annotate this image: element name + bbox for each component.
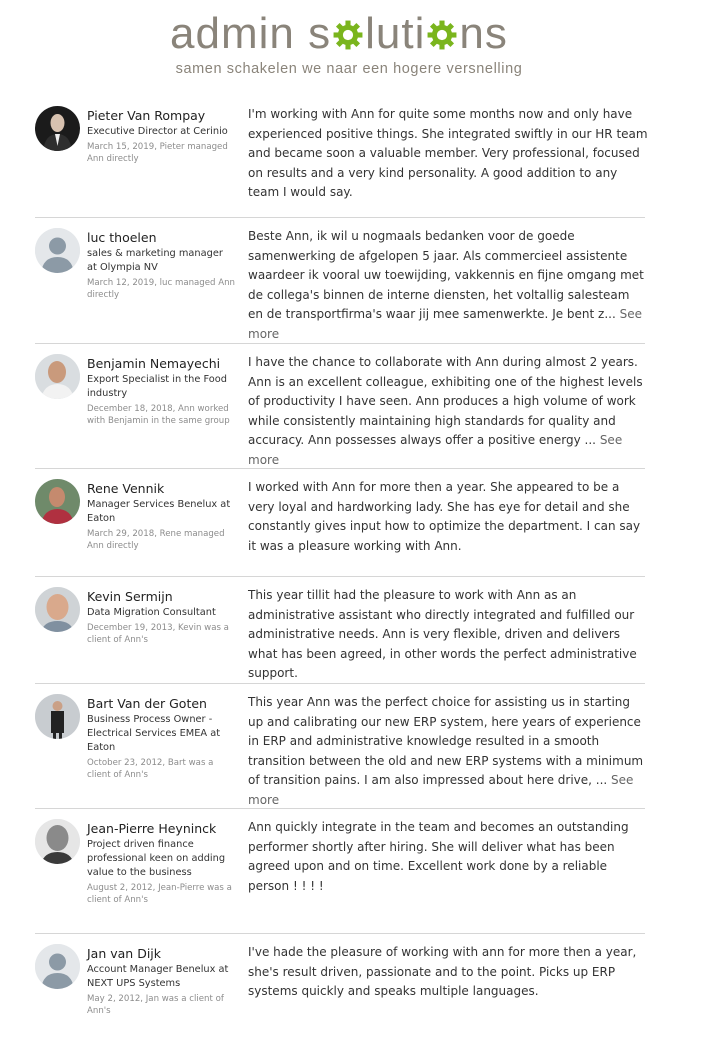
recommendation-item	[35, 809, 645, 934]
recommender-name[interactable]: Benjamin Nemayechi	[87, 356, 221, 371]
recommendation-item	[35, 934, 645, 1024]
recommendation-date: December 18, 2018, Ann worked with Benjamin in the same group	[87, 404, 230, 426]
recommendation-date: December 19, 2013, Kevin was a client of Ann's	[87, 623, 229, 645]
recommender-info	[87, 588, 235, 646]
recommendation-date: October 23, 2012, Bart was a client of Ann's	[87, 758, 214, 780]
recommender-title: Export Specialist in the Food industry	[87, 374, 227, 399]
recommender-name[interactable]: Rene Vennik	[87, 481, 165, 496]
recommendation-text	[248, 818, 648, 896]
recommender-title: Business Process Owner - Electrical Services EMEA at Eaton	[87, 714, 221, 753]
recommendation-date: March 15, 2019, Pieter managed Ann directly	[87, 142, 228, 164]
recommendation-text	[248, 353, 648, 471]
recommender-name[interactable]: Bart Van der Goten	[87, 696, 207, 711]
recommendation-date: August 2, 2012, Jean-Pierre was a client of Ann's	[87, 883, 232, 905]
logo	[170, 6, 508, 62]
recommender-name[interactable]: Jean-Pierre Heyninck	[87, 821, 217, 836]
recommender-title: sales & marketing manager at Olympia NV	[87, 248, 223, 273]
recommendation-body: I worked with Ann for more then a year. She appeared to be a very loyal and hardworking lady. She has eye for detail and she constantly gives input how to optimize the department. I can say it was a pleasure working with Ann.	[248, 480, 641, 553]
recommender-info	[87, 480, 235, 552]
recommendation-item	[35, 218, 645, 344]
recommender-title: Manager Services Benelux at Eaton	[87, 499, 231, 524]
avatar[interactable]	[35, 694, 80, 739]
recommender-name[interactable]: Kevin Sermijn	[87, 589, 173, 604]
avatar[interactable]	[35, 228, 80, 273]
avatar-image	[35, 587, 80, 632]
avatar-image	[35, 944, 80, 989]
see-more-link[interactable]: See more	[248, 307, 643, 341]
recommender-info	[87, 229, 235, 301]
avatar[interactable]	[35, 944, 80, 989]
recommendation-text	[248, 227, 648, 345]
logo-text-1: admin s	[170, 9, 332, 58]
recommendation-date: March 29, 2018, Rene managed Ann directly	[87, 529, 225, 551]
recommender-title: Executive Director at Cerinio	[87, 126, 228, 137]
tagline: samen schakelen we naar een hogere versnelling	[175, 61, 523, 77]
avatar-image	[35, 694, 80, 739]
recommender-info	[87, 695, 235, 781]
avatar[interactable]	[35, 587, 80, 632]
recommendations-list	[35, 96, 648, 1024]
recommendation-body: I have the chance to collaborate with Ann during almost 2 years. Ann is an excellent colleague, exhibiting one of the highest levels of productivity I have seen. Ann produces a high volume of work while consistently maintaining high standards for quality and accuracy. Ann possesses always offer a positive energy ...	[248, 355, 643, 448]
recommender-title: Data Migration Consultant	[87, 607, 216, 618]
avatar-image	[35, 106, 80, 151]
recommendation-body: Ann quickly integrate in the team and becomes an outstanding performer shortly after hiring. She will deliver what has been agreed upon and on time. Excellent work done by a reliable person ! ! ! !	[248, 820, 629, 893]
recommendation-item	[35, 344, 645, 469]
recommender-title: Project driven finance professional keen on adding value to the business	[87, 839, 226, 878]
recommender-title: Account Manager Benelux at NEXT UPS Systems	[87, 964, 229, 989]
recommendation-item	[35, 577, 645, 684]
gear-icon	[425, 18, 459, 52]
avatar-image	[35, 819, 80, 864]
recommendation-body: I've hade the pleasure of working with ann for more then a year, she's result driven, passionate and to the point. Picks up ERP systems quickly and speaks multiple languages.	[248, 945, 637, 999]
avatar[interactable]	[35, 354, 80, 399]
recommendation-text	[248, 105, 648, 203]
see-more-link[interactable]: See more	[248, 773, 634, 807]
header	[0, 0, 720, 90]
recommendation-body: This year Ann was the perfect choice for assisting us in starting up and calibrating our new ERP system, here years of experience in ERP and administrative knowledge resulted in a smooth transition between the old and new ERP systems with a minimum of transition pains. I am also impressed about here drive, ...	[248, 695, 644, 788]
recommendation-date: May 2, 2012, Jan was a client of Ann's	[87, 994, 224, 1016]
recommendation-item	[35, 469, 645, 577]
recommender-info	[87, 820, 235, 906]
avatar[interactable]	[35, 819, 80, 864]
logo-text-2: lut	[365, 9, 415, 58]
avatar[interactable]	[35, 479, 80, 524]
avatar[interactable]	[35, 106, 80, 151]
recommendation-date: March 12, 2019, luc managed Ann directly	[87, 278, 236, 300]
recommendation-text	[248, 586, 648, 684]
recommendation-item	[35, 96, 648, 218]
logo-text-3: i	[414, 9, 426, 58]
recommender-name[interactable]: Pieter Van Rompay	[87, 108, 206, 123]
avatar-image	[35, 354, 80, 399]
avatar-image	[35, 228, 80, 273]
see-more-link[interactable]: See more	[248, 433, 623, 467]
recommendation-body: Beste Ann, ik wil u nogmaals bedanken voor de goede samenwerking de afgelopen 5 jaar. Als commercieel assistente waardeer ik vooral uw toewijding, vakkennis en fijne omgang met de collega's binnen de interne diensten, het voltallig salesteam en de transportfirma's waar jij mee samenwerkte. Je bent z...	[248, 229, 644, 322]
logo-text-4: ns	[459, 9, 508, 58]
recommendation-text	[248, 943, 648, 1002]
recommender-name[interactable]: Jan van Dijk	[87, 946, 162, 961]
avatar-image	[35, 479, 80, 524]
recommender-info	[87, 355, 235, 427]
recommendation-text	[248, 693, 648, 811]
recommender-info	[87, 107, 235, 165]
recommendation-item	[35, 684, 645, 809]
recommender-info	[87, 945, 235, 1017]
gear-icon	[331, 18, 365, 52]
recommender-name[interactable]: luc thoelen	[87, 230, 157, 245]
recommendation-text	[248, 478, 648, 556]
recommendation-body: This year tillit had the pleasure to work with Ann as an administrative assistant who directly integrated and fulfilled our administrative needs. Ann is very flexible, driven and delivers what has been agreed, in other words the perfect administrative support.	[248, 588, 637, 681]
recommendation-body: I'm working with Ann for quite some months now and only have experienced positive things. She integrated swiftly in our HR team and became soon a valuable member. Very professional, focused on results and a very kind personality. A good addition to any team I would say.	[248, 107, 648, 200]
